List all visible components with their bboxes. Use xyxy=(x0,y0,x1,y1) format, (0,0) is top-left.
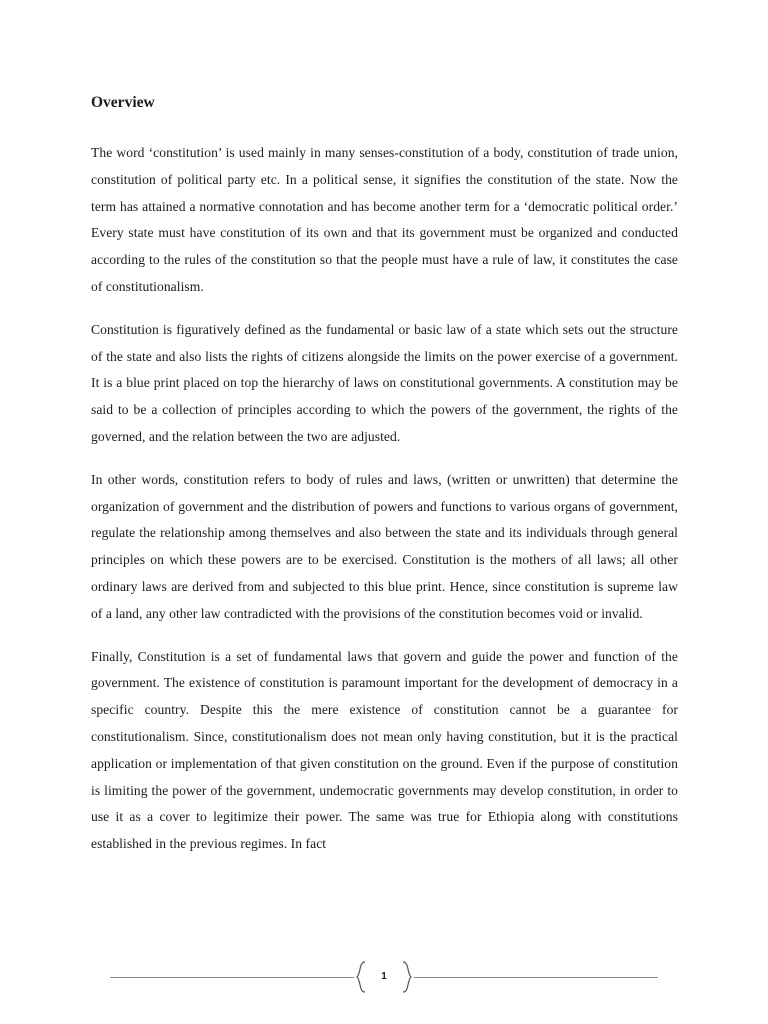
paragraph-1: The word ‘constitution’ is used mainly in many senses-constitution of a body, constitution of trade union, constitution of political party etc. In a political sense, it signifies the constitution of the state. Now the term has attained a normative connotation and has become another term for a ‘democratic political order.’ Every state must have constitution of its own and that its government must be organized and conducted according to the rules of the constitution so that the people must have a rule of law, it constitutes the case of constitutionalism. xyxy=(91,145,678,294)
left-brace-icon xyxy=(354,961,368,993)
page-number: 1 xyxy=(381,971,387,982)
document-page xyxy=(91,92,678,874)
footer-rule-right xyxy=(414,977,658,978)
paragraph-3: In other words, constitution refers to body of rules and laws, (written or unwritten) that determine the organization of government and the distribution of powers and functions to various organs of government, regulate the relationship among themselves and also between the state and its individuals through general principles on which these powers are to be exercised. Constitution is the mothers of all laws; all other ordinary laws are derived from and subjected to this blue print. Hence, since constitution is supreme law of a land, any other law contradicted with the provisions of the constitution becomes void or invalid. xyxy=(91,471,678,621)
page-footer xyxy=(110,961,658,993)
right-brace-icon xyxy=(400,961,414,993)
section-heading: Overview xyxy=(91,94,155,111)
paragraph-4: Finally, Constitution is a set of fundamental laws that govern and guide the power and function of the government. The existence of constitution is paramount important for the development of democracy in a specific country. Despite this the mere existence of constitution cannot be a guarantee for constitutionalism. Since, constitutionalism does not mean only having constitution, but it is the practical application or implementation of that given constitution on the ground. Even if the purpose of constitution is limiting the power of the government, undemocratic governments may develop constitution, in order to use it as a cover to legitimize their power. The same was true for Ethiopia along with constitutions established in the previous regimes. In fact xyxy=(91,648,678,852)
paragraph-2: Constitution is figuratively defined as the fundamental or basic law of a state which sets out the structure of the state and also lists the rights of citizens alongside the limits on the power exercise of a government. It is a blue print placed on top the hierarchy of laws on constitutional governments. A constitution may be said to be a collection of principles according to which the powers of the government, the rights of the governed, and the relation between the two are adjusted. xyxy=(91,321,678,444)
footer-rule-left xyxy=(110,977,354,978)
